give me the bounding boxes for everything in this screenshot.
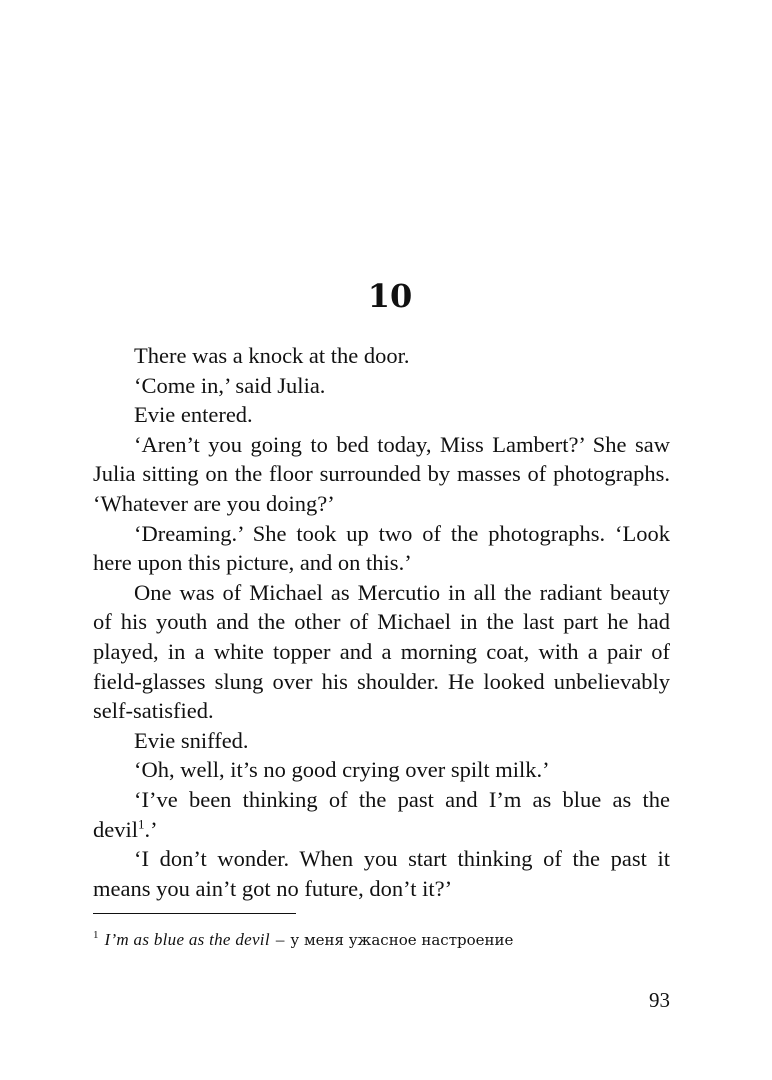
paragraph: Evie sniffed. xyxy=(134,727,249,753)
page-number: 93 xyxy=(649,988,670,1012)
footnote-number: 1 xyxy=(93,929,99,942)
footnote-term: I’m as blue as the devil xyxy=(104,930,270,949)
footnote-reference: 1 xyxy=(138,816,145,831)
footnote-rule xyxy=(93,913,296,914)
footnote xyxy=(93,928,693,952)
body-text xyxy=(93,341,670,903)
paragraph: One was of Michael as Mercutio in all the radiant beauty of his youth and the other of Michael in the last part he had played, in a white topper and a morning coat, with a pair of field-glasses slung over his shoulder. He looked unbelievably self-satisfied. xyxy=(93,579,670,724)
footnote-dash: – xyxy=(275,930,285,949)
paragraph-with-footnote xyxy=(93,785,670,844)
chapter-number: 10 xyxy=(367,277,413,315)
paragraph-text-end: .’ xyxy=(144,816,158,842)
paragraph: There was a knock at the door. xyxy=(134,343,410,368)
paragraph: ‘Oh, well, it’s no good crying over spilt milk.’ xyxy=(134,757,550,783)
paragraph: ‘Aren’t you going to bed today, Miss Lambert?’ She saw Julia sitting on the floor surrounded by masses of photographs. ‘Whatever are you doing?’ xyxy=(93,431,670,516)
paragraph: ‘Come in,’ said Julia. xyxy=(134,372,326,398)
paragraph: ‘Dreaming.’ She took up two of the photographs. ‘Look here upon this picture, and on this.’ xyxy=(93,520,670,576)
footnote-translation: у меня ужасное настроение xyxy=(290,931,514,949)
paragraph-text: ‘I’ve been thinking of the past and I’m as blue as the devil xyxy=(93,786,670,842)
paragraph: ‘I don’t wonder. When you start thinking of the past it means you ain’t got no future, don’t it?’ xyxy=(93,846,670,901)
paragraph: Evie entered. xyxy=(134,402,253,428)
